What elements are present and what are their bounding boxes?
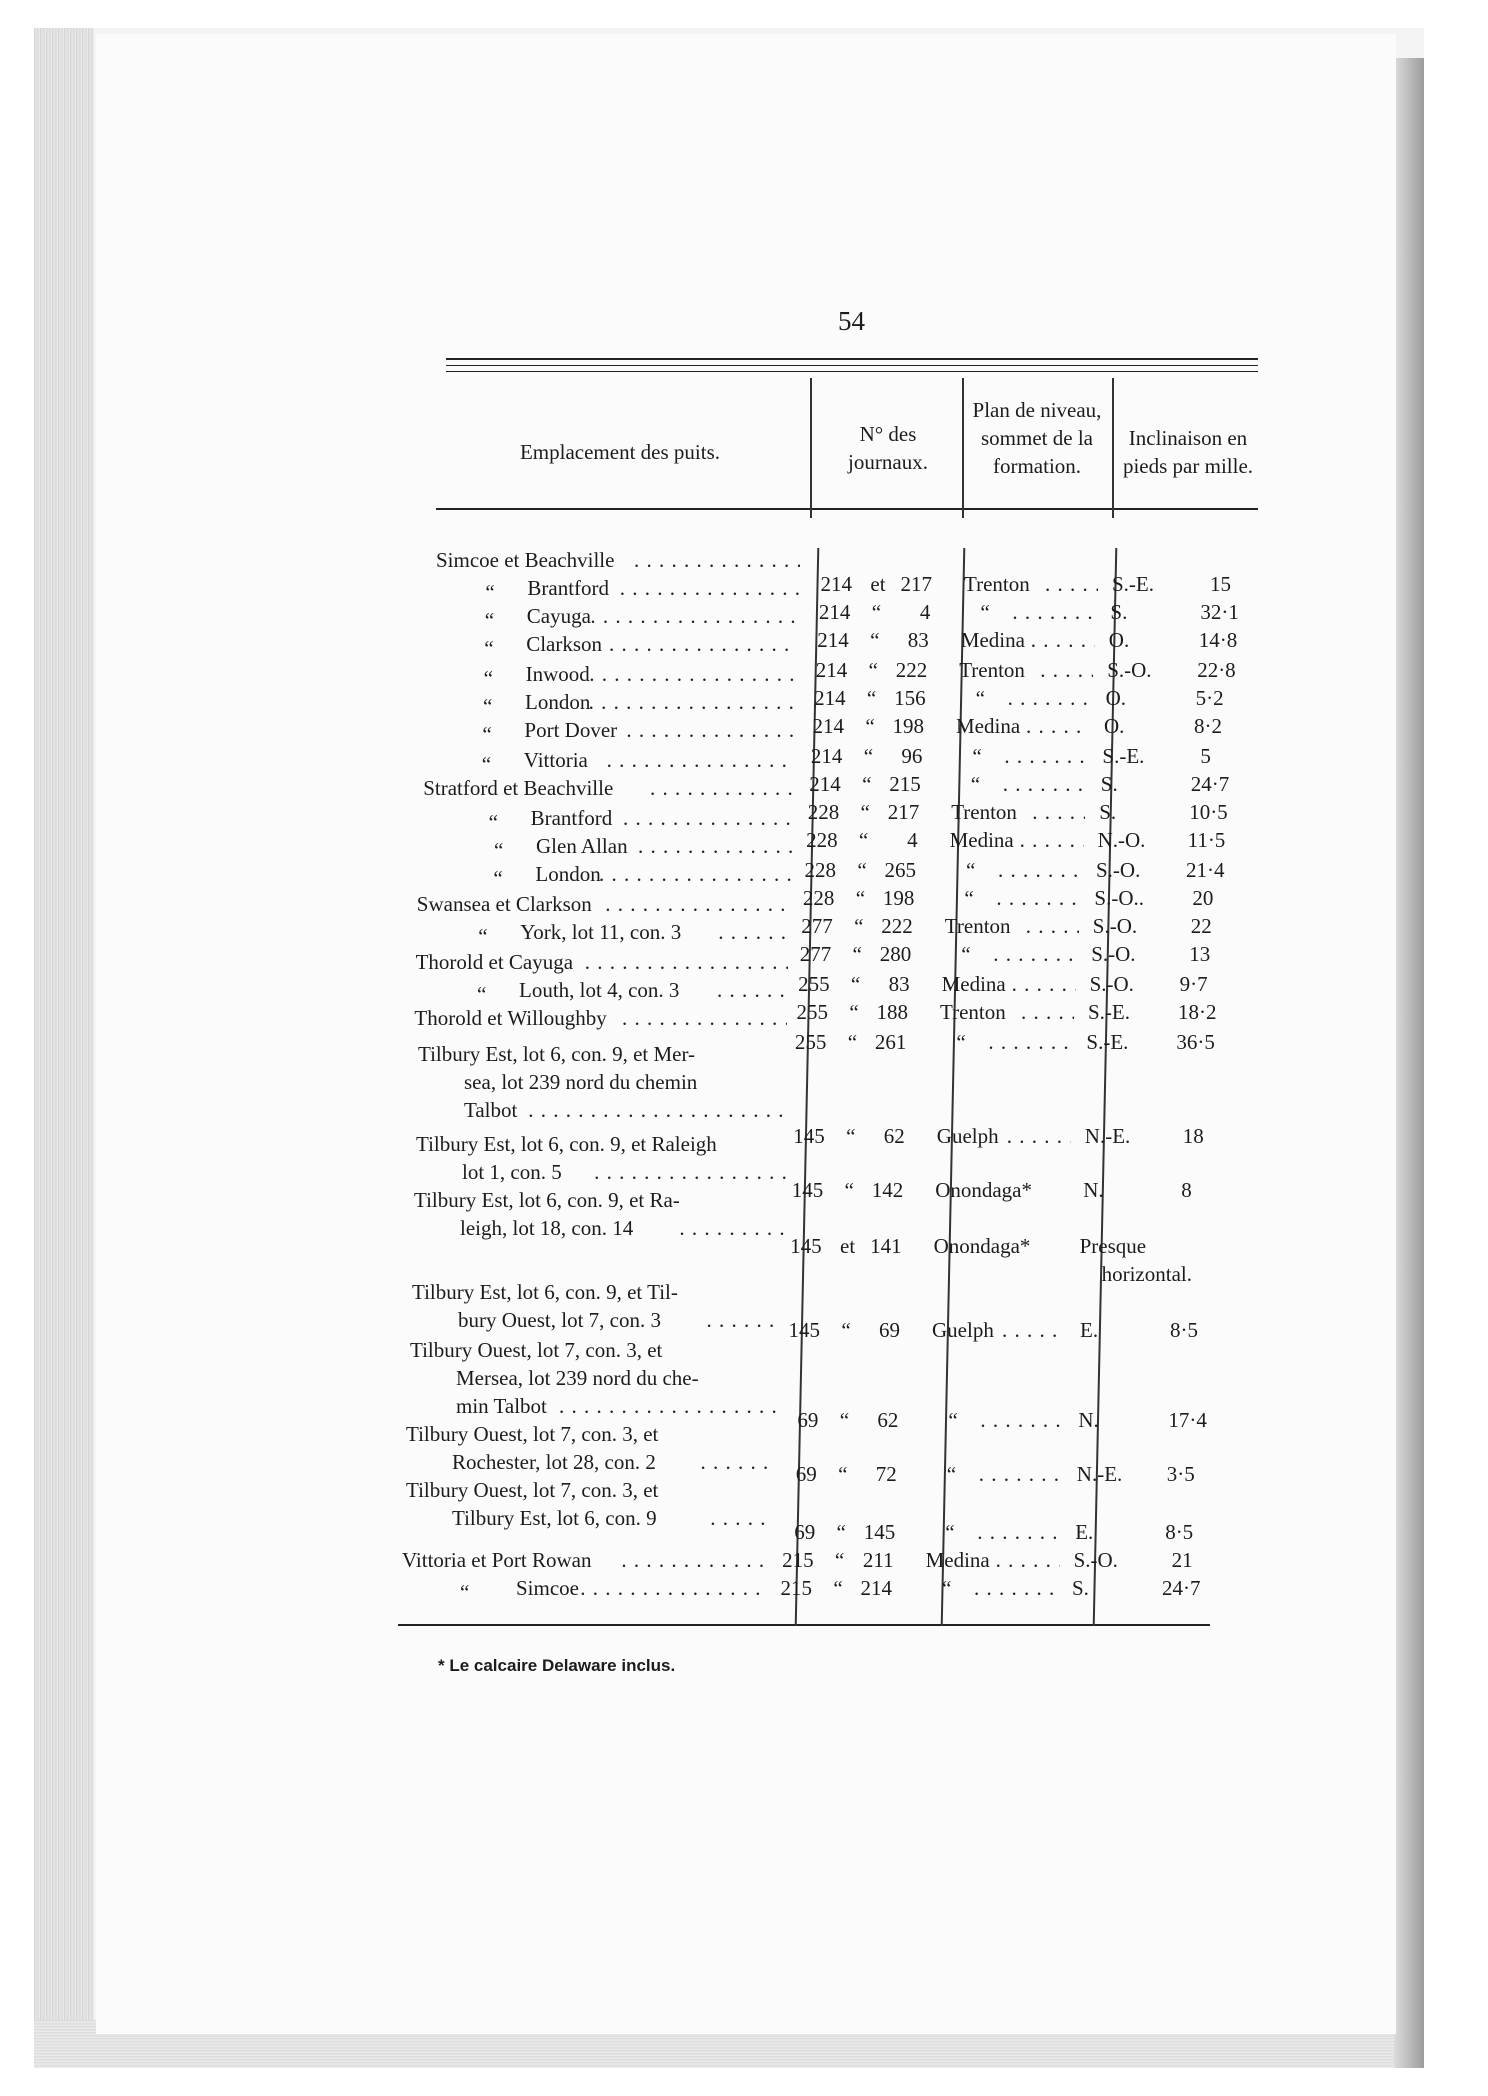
dot-leader <box>528 1096 790 1125</box>
dot-leader <box>1008 684 1088 713</box>
dot-leader <box>622 1004 787 1033</box>
dot-leader <box>993 940 1073 969</box>
dot-leader <box>1020 826 1084 855</box>
log-number-from: 214 <box>815 658 848 682</box>
location-label: Clarkson <box>526 632 603 656</box>
dot-leader <box>626 716 795 745</box>
dot-leader <box>634 546 800 575</box>
log-number-from: 145 <box>788 1318 820 1342</box>
inclination-value: 13 <box>1189 942 1211 966</box>
log-number-sep: et <box>840 1234 856 1258</box>
log-number-from: 69 <box>797 1408 819 1432</box>
dot-leader <box>1007 1122 1071 1151</box>
log-number-sep: “ <box>871 600 882 624</box>
log-number-from: 145 <box>791 1178 824 1202</box>
location-label-line: bury Ouest, lot 7, con. 3 <box>458 1308 661 1332</box>
inclination-value: 36·5 <box>1176 1030 1215 1054</box>
location-ditto: “ <box>488 810 498 834</box>
log-number-sep: “ <box>857 858 867 882</box>
log-number-from: 214 <box>814 686 846 710</box>
plan-ditto: “ <box>956 1030 966 1054</box>
inclination-value: 8 <box>1181 1178 1192 1202</box>
col-sep-3 <box>1112 378 1114 518</box>
dot-leader <box>977 1518 1057 1547</box>
direction: Presque <box>1079 1234 1147 1258</box>
log-number-sep: “ <box>866 686 877 710</box>
inclination-value: 14·8 <box>1198 628 1238 652</box>
direction: S.-E. <box>1102 744 1145 768</box>
inclination-value: 20 <box>1192 886 1214 910</box>
header-location: Emplacement des puits. <box>519 440 721 464</box>
location-label: Thorold et Willoughby <box>414 1006 607 1030</box>
location-label: Glen Allan <box>536 834 628 858</box>
direction: E. <box>1080 1318 1099 1342</box>
location-ditto: “ <box>483 694 493 718</box>
inclination-value: 18·2 <box>1178 1000 1217 1024</box>
location-label-line: Rochester, lot 28, con. 2 <box>452 1450 656 1474</box>
log-number-sep: “ <box>870 628 880 652</box>
location-label-line: sea, lot 239 nord du chemin <box>464 1070 698 1094</box>
location-label-line: min Talbot <box>456 1394 547 1418</box>
dot-leader <box>980 1406 1060 1435</box>
log-number-sep: “ <box>841 1318 851 1342</box>
location-label-line: leigh, lot 18, con. 14 <box>460 1216 634 1240</box>
location-label: Simcoe et Beachville <box>436 548 615 572</box>
table-bottom-rule <box>398 1624 1210 1626</box>
direction: E. <box>1075 1520 1094 1544</box>
log-number-to: 217 <box>900 572 932 596</box>
dot-leader <box>717 976 787 1005</box>
log-number-sep: “ <box>839 1408 850 1432</box>
log-number-sep: “ <box>854 914 864 938</box>
location-label-line: Talbot <box>464 1098 518 1122</box>
plan-ditto: “ <box>972 744 982 768</box>
dot-leader <box>594 1158 787 1187</box>
location-ditto: “ <box>484 608 495 632</box>
footnote: * Le calcaire Delaware inclus. <box>438 1656 676 1675</box>
log-number-to: 217 <box>887 800 920 824</box>
direction: S. <box>1100 772 1118 796</box>
direction: S.-E. <box>1086 1030 1129 1054</box>
plan-formation: Trenton <box>964 572 1030 596</box>
dot-leader <box>1012 970 1076 999</box>
log-number-from: 214 <box>817 628 849 652</box>
location-label-line: Tilbury Est, lot 6, con. 9, et Raleigh <box>416 1132 717 1156</box>
log-number-from: 145 <box>790 1234 822 1258</box>
dot-leader <box>1031 626 1095 655</box>
plan-formation: Trenton <box>951 800 1017 824</box>
inclination-value: 32·1 <box>1200 600 1239 624</box>
log-number-to: 142 <box>871 1178 904 1202</box>
plan-ditto: “ <box>964 886 974 910</box>
plan-formation: Guelph <box>936 1124 999 1148</box>
plan-formation: Medina <box>960 628 1025 652</box>
plan-ditto: “ <box>966 858 976 882</box>
location-ditto: “ <box>493 866 503 890</box>
inclination-value: 18 <box>1182 1124 1204 1148</box>
direction: O. <box>1105 686 1127 710</box>
log-number-to: 156 <box>894 686 926 710</box>
plan-ditto: “ <box>946 1462 957 1486</box>
binding-shadow <box>1394 58 1424 2068</box>
direction: S.-O. <box>1107 658 1152 682</box>
log-number-from: 215 <box>780 1576 812 1600</box>
inclination-value: 8·5 <box>1170 1318 1198 1342</box>
dot-leader <box>996 884 1076 913</box>
table-top-rule-2 <box>446 365 1258 366</box>
log-number-sep: “ <box>838 1462 848 1486</box>
location-ditto: “ <box>494 838 504 862</box>
plan-formation: Medina <box>925 1548 990 1572</box>
location-label: Stratford et Beachville <box>423 776 614 800</box>
log-number-from: 228 <box>806 828 838 852</box>
log-number-to: 198 <box>882 886 915 910</box>
location-ditto: “ <box>485 580 495 604</box>
log-number-to: 69 <box>879 1318 900 1342</box>
inclination-value: 5 <box>1200 744 1211 768</box>
header-plan: Plan de niveau, sommet de la formation. <box>972 398 1102 478</box>
dot-leader <box>621 1546 766 1575</box>
inclination-value: 15 <box>1210 572 1231 596</box>
dot-leader <box>1026 712 1090 741</box>
inclination-value: 10·5 <box>1189 800 1228 824</box>
dot-leader <box>718 918 789 947</box>
log-number-from: 228 <box>802 886 835 910</box>
dot-leader <box>638 832 792 861</box>
dot-leader <box>620 574 799 603</box>
log-number-to: 83 <box>888 972 910 996</box>
inclination-value: 3·5 <box>1166 1462 1195 1486</box>
plan-ditto: “ <box>970 772 981 796</box>
dot-leader <box>623 804 792 833</box>
location-label: Vittoria <box>523 748 588 772</box>
location-label: Simcoe <box>516 1576 579 1600</box>
direction: N.-E. <box>1084 1124 1131 1148</box>
log-number-from: 214 <box>820 572 852 596</box>
location-label: Cayuga <box>526 604 591 628</box>
log-number-from: 228 <box>804 858 836 882</box>
location-label: York, lot 11, con. 3 <box>520 920 682 944</box>
location-label: Brantford <box>530 806 613 830</box>
plan-ditto: “ <box>948 1408 958 1432</box>
dot-leader <box>585 948 788 977</box>
log-number-sep: “ <box>833 1576 843 1600</box>
log-number-from: 255 <box>794 1030 827 1054</box>
log-number-sep: “ <box>834 1548 845 1572</box>
dot-leader <box>1045 570 1098 599</box>
dot-leader <box>650 774 793 803</box>
location-ditto: “ <box>483 666 493 690</box>
direction: S.-E. <box>1112 572 1154 596</box>
log-number-sep: “ <box>847 1030 858 1054</box>
log-number-to: 62 <box>883 1124 905 1148</box>
location-label-line: Tilbury Est, lot 6, con. 9, et Mer- <box>418 1042 696 1066</box>
inclination-value: 17·4 <box>1168 1408 1207 1432</box>
dot-leader <box>590 602 798 631</box>
plan-formation: Onondaga* <box>935 1178 1032 1202</box>
dot-leader <box>979 1460 1059 1489</box>
location-label: Inwood <box>525 662 590 686</box>
dot-leader <box>559 1392 778 1421</box>
dot-leader <box>710 1504 772 1533</box>
location-label: Vittoria et Port Rowan <box>402 1548 592 1572</box>
plan-formation: Medina <box>941 972 1006 996</box>
location-ditto: “ <box>477 982 487 1006</box>
inclination-value: 5·2 <box>1195 686 1224 710</box>
location-ditto: “ <box>484 636 494 660</box>
table-top-rule <box>446 358 1258 360</box>
dot-leader <box>589 688 796 717</box>
dot-leader <box>1021 998 1074 1027</box>
dot-leader <box>1012 598 1092 627</box>
inclination-value: 22 <box>1190 914 1212 938</box>
dot-leader <box>607 746 795 775</box>
log-number-from: 214 <box>810 744 843 768</box>
log-number-to: 141 <box>870 1234 902 1258</box>
inclination-value: 21 <box>1171 1548 1193 1572</box>
header-bottom-rule <box>436 508 1258 510</box>
log-number-sep: “ <box>863 744 874 768</box>
header-logs: N° des journaux. <box>848 422 928 474</box>
page-number: 54 <box>838 306 865 336</box>
log-number-to: 261 <box>874 1030 907 1054</box>
log-number-to: 83 <box>907 628 929 652</box>
log-number-from: 255 <box>798 972 830 996</box>
log-number-to: 198 <box>892 714 924 738</box>
direction: S.-O. <box>1073 1548 1118 1572</box>
direction: S.-O. <box>1096 858 1141 882</box>
direction: S. <box>1072 1576 1089 1600</box>
log-number-sep: “ <box>850 972 861 996</box>
header-inclination: Inclinaison en pieds par mille. <box>1122 426 1254 478</box>
plan-formation: Trenton <box>959 658 1025 682</box>
location-label: Brantford <box>527 576 610 600</box>
dot-leader <box>1003 770 1083 799</box>
log-number-sep: “ <box>846 1124 856 1148</box>
dot-leader <box>707 1306 782 1335</box>
location-label: London <box>535 862 601 886</box>
log-number-to: 211 <box>862 1548 894 1572</box>
log-number-to: 222 <box>895 658 928 682</box>
log-number-to: 72 <box>875 1462 897 1486</box>
inclination-value: 8·5 <box>1165 1520 1194 1544</box>
inclination-value: 22·8 <box>1197 658 1236 682</box>
location-label: London <box>525 690 591 714</box>
dot-leader <box>599 860 791 889</box>
log-number-from: 277 <box>799 942 832 966</box>
log-number-sep: “ <box>865 714 875 738</box>
inclination-value: 24·7 <box>1162 1576 1201 1600</box>
dot-leader <box>1002 1316 1066 1345</box>
plan-formation: Trenton <box>940 1000 1006 1024</box>
location-label: Thorold et Cayuga <box>415 950 574 974</box>
direction: S.-O. <box>1089 972 1134 996</box>
dot-leader <box>605 890 790 919</box>
log-number-from: 277 <box>801 914 833 938</box>
log-number-sep: “ <box>858 828 869 852</box>
location-label-line: Tilbury Ouest, lot 7, con. 3, et <box>406 1422 659 1446</box>
dot-leader <box>974 1574 1054 1603</box>
dot-leader <box>988 1028 1068 1057</box>
log-number-sep: “ <box>849 1000 859 1024</box>
location-label-line: Tilbury Ouest, lot 7, con. 3, et <box>410 1338 663 1362</box>
page-stack-left <box>34 28 94 2068</box>
plan-ditto: “ <box>961 942 971 966</box>
inclination-value: 21·4 <box>1186 858 1225 882</box>
log-number-sep: “ <box>860 800 870 824</box>
log-number-to: 280 <box>879 942 912 966</box>
direction: S.-E. <box>1088 1000 1130 1024</box>
location-label-line: Tilbury Est, lot 6, con. 9, et Til- <box>412 1280 678 1304</box>
col-sep-1 <box>810 378 812 518</box>
log-number-to: 4 <box>907 828 918 852</box>
location-ditto: “ <box>481 752 492 776</box>
log-number-from: 214 <box>818 600 851 624</box>
direction: N.-O. <box>1097 828 1146 852</box>
dot-leader <box>609 630 797 659</box>
plan-ditto: “ <box>980 600 990 624</box>
dot-leader <box>1026 912 1079 941</box>
plan-ditto: “ <box>945 1520 955 1544</box>
plan-formation: Medina <box>956 714 1021 738</box>
log-number-sep: “ <box>844 1178 854 1202</box>
log-number-from: 69 <box>794 1520 816 1544</box>
log-number-sep: “ <box>855 886 866 910</box>
log-number-sep: “ <box>852 942 862 966</box>
log-number-to: 62 <box>877 1408 899 1432</box>
location-ditto: “ <box>482 722 492 746</box>
log-number-from: 69 <box>795 1462 817 1486</box>
direction: horizontal. <box>1101 1262 1192 1286</box>
location-ditto: “ <box>478 924 488 948</box>
log-number-to: 265 <box>884 858 916 882</box>
location-label-line: lot 1, con. 5 <box>462 1160 562 1184</box>
location-label-line: Tilbury Est, lot 6, con. 9 <box>452 1506 657 1530</box>
log-number-to: 188 <box>876 1000 908 1024</box>
plan-ditto: “ <box>942 1576 952 1600</box>
log-number-sep: et <box>870 572 886 596</box>
log-number-to: 96 <box>901 744 923 768</box>
log-number-from: 255 <box>796 1000 828 1024</box>
dot-leader <box>1032 798 1085 827</box>
direction: N. <box>1078 1408 1099 1432</box>
log-number-to: 4 <box>919 600 931 624</box>
location-label-line: Tilbury Ouest, lot 7, con. 3, et <box>406 1478 659 1502</box>
dot-leader <box>580 1574 766 1603</box>
dot-leader <box>1040 656 1093 685</box>
direction: O. <box>1108 628 1130 652</box>
log-number-to: 214 <box>860 1576 892 1600</box>
direction: S. <box>1110 600 1128 624</box>
direction: N. <box>1083 1178 1104 1202</box>
dot-leader <box>589 660 796 689</box>
location-label: Louth, lot 4, con. 3 <box>519 978 680 1002</box>
direction: S. <box>1099 800 1117 824</box>
log-number-from: 145 <box>793 1124 825 1148</box>
dot-leader <box>998 856 1078 885</box>
log-number-sep: “ <box>862 772 872 796</box>
log-number-from: 214 <box>812 714 844 738</box>
location-label-line: Tilbury Est, lot 6, con. 9, et Ra- <box>414 1188 680 1212</box>
location-label: Port Dover <box>524 718 618 742</box>
log-number-sep: “ <box>868 658 878 682</box>
inclination-value: 11·5 <box>1187 828 1226 852</box>
table-top-rule-3 <box>446 371 1258 372</box>
direction: S.-O. <box>1092 914 1138 938</box>
direction: S.-O.. <box>1094 886 1144 910</box>
log-number-to: 145 <box>863 1520 896 1544</box>
log-number-to: 215 <box>889 772 921 796</box>
inclination-value: 8·2 <box>1194 714 1222 738</box>
inclination-value: 24·7 <box>1190 772 1230 796</box>
location-label: Swansea et Clarkson <box>416 892 592 916</box>
log-number-to: 222 <box>881 914 913 938</box>
log-number-from: 228 <box>807 800 840 824</box>
plan-formation: Trenton <box>944 914 1011 938</box>
plan-formation: Medina <box>949 828 1014 852</box>
dot-leader <box>1004 742 1084 771</box>
direction: O. <box>1104 714 1125 738</box>
inclination-value: 9·7 <box>1179 972 1208 996</box>
direction: N.-E. <box>1076 1462 1123 1486</box>
dot-leader <box>679 1214 784 1243</box>
direction: S.-O. <box>1091 942 1136 966</box>
log-number-sep: “ <box>836 1520 846 1544</box>
plan-formation: Guelph <box>932 1318 994 1342</box>
dot-leader <box>701 1448 776 1477</box>
location-label-line: Mersea, lot 239 nord du che- <box>456 1366 699 1390</box>
dot-leader <box>996 1546 1060 1575</box>
log-number-from: 214 <box>809 772 841 796</box>
location-ditto: “ <box>460 1580 470 1604</box>
plan-ditto: “ <box>975 686 985 710</box>
log-number-from: 215 <box>782 1548 814 1572</box>
plan-formation: Onondaga* <box>933 1234 1031 1258</box>
